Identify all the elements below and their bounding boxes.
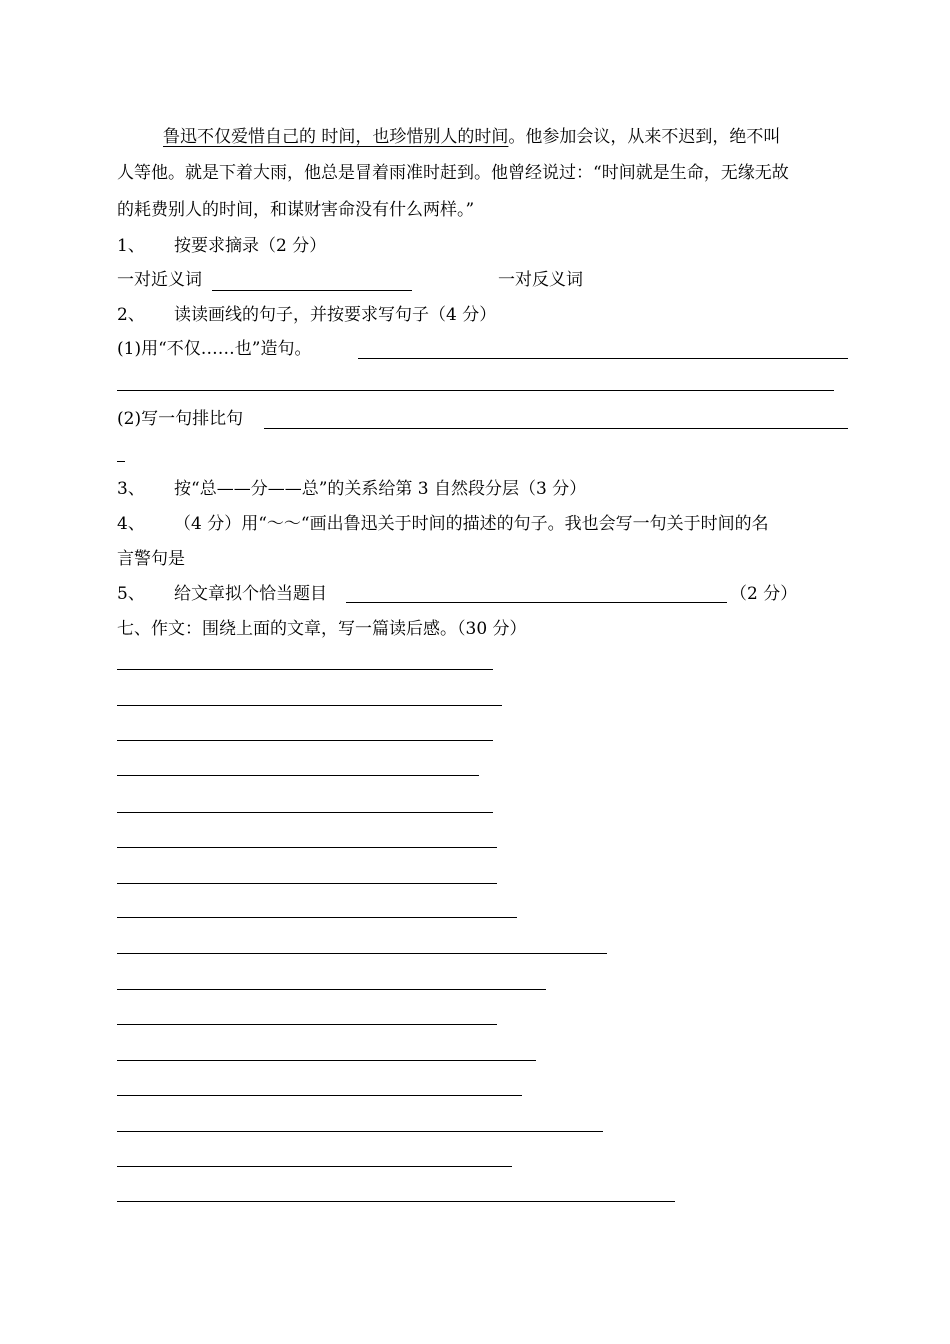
question-4 [117,514,769,534]
writing-line[interactable] [117,812,493,813]
writing-line[interactable] [117,847,497,848]
question-2-part-1-answer-line-2[interactable] [117,390,834,391]
writing-line[interactable] [117,775,479,776]
passage-line-1-rest: 。他参加会议，从来不迟到，绝不叫 [508,127,781,147]
writing-line[interactable] [117,1024,497,1025]
question-5 [117,584,327,604]
title-answer-line[interactable] [346,602,727,603]
question-2-part-2-answer-line[interactable] [264,428,848,429]
writing-line[interactable] [117,1166,512,1167]
question-2-part-2-answer-line-tail[interactable] [117,461,125,462]
writing-line[interactable] [117,917,517,918]
writing-line[interactable] [117,669,493,670]
synonym-label: 一对近义词 [117,270,202,290]
writing-line[interactable] [117,883,497,884]
question-4-text: （4 分）用“～～“画出鲁迅关于时间的描述的句子。我也会写一句关于时间的名 [174,514,769,534]
question-1-text: 按要求摘录（2 分） [174,236,327,256]
question-2-part-1: (1)用“不仅……也”造句。 [117,339,312,359]
writing-line[interactable] [117,1131,603,1132]
question-3-text: 按“总——分——总”的关系给第 3 自然段分层（3 分） [174,479,587,499]
question-1-number: 1、 [117,236,145,256]
writing-line[interactable] [117,705,502,706]
question-2-part-2: (2)写一句排比句 [117,409,244,429]
writing-line[interactable] [117,1201,675,1202]
question-5-text: 给文章拟个恰当题目 [174,584,327,604]
question-2-part-1-answer-line[interactable] [358,358,848,359]
antonym-label: 一对反义词 [498,270,583,290]
question-5-number: 5、 [117,584,145,604]
writing-line[interactable] [117,740,493,741]
question-2-number: 2、 [117,305,145,325]
question-4-number: 4、 [117,514,145,534]
question-3-number: 3、 [117,479,145,499]
question-1 [117,236,326,256]
writing-line[interactable] [117,953,607,954]
question-3 [117,479,586,499]
question-5-score: （2 分） [730,584,798,604]
question-4-continued: 言警句是 [117,549,185,569]
synonym-answer-line[interactable] [212,290,412,291]
question-2 [117,305,496,325]
composition-prompt: 七、作文：围绕上面的文章，写一篇读后感。（30 分） [117,619,527,639]
writing-line[interactable] [117,989,546,990]
passage-line-2: 人等他。就是下着大雨，他总是冒着雨准时赶到。他曾经说过：“时间就是生命，无缘无故 [117,163,789,183]
writing-line[interactable] [117,1095,522,1096]
passage-line-3: 的耗费别人的时间，和谋财害命没有什么两样。” [117,200,475,220]
passage-line-1 [163,127,780,147]
writing-line[interactable] [117,1060,536,1061]
question-2-text: 读读画线的句子，并按要求写句子（4 分） [174,305,497,325]
underlined-sentence: 鲁迅不仅爱惜自己的 时间，也珍惜别人的时间 [163,127,509,147]
